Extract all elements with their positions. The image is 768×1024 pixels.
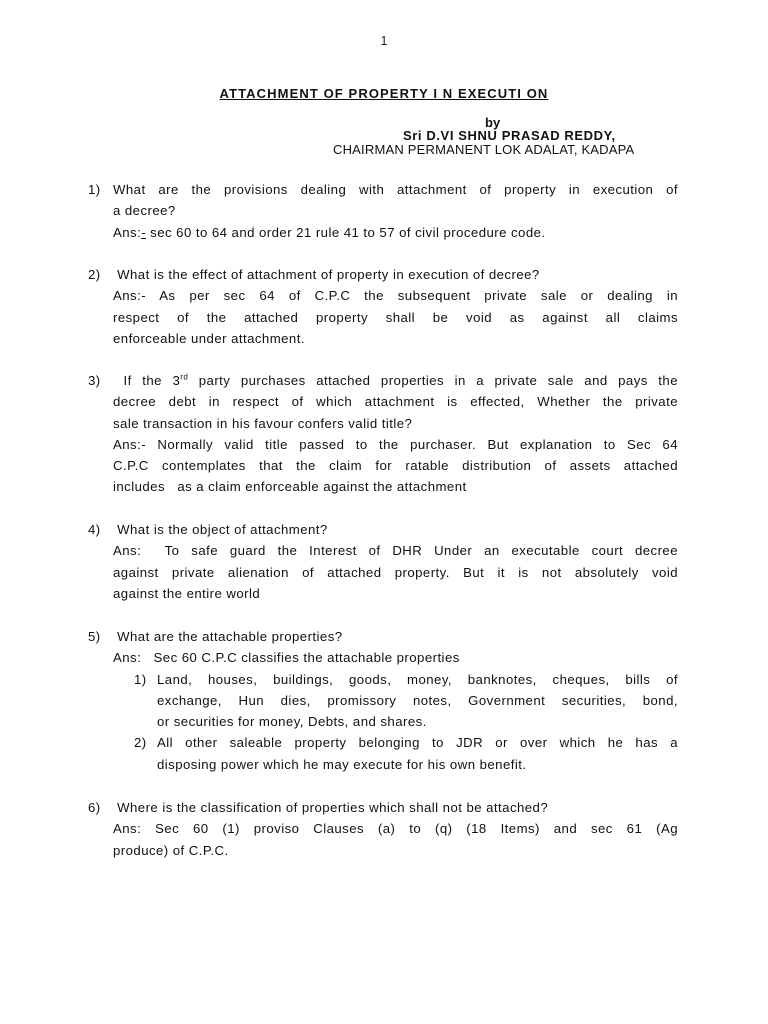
answer-label: Ans: bbox=[113, 821, 142, 837]
answer: Ans: Sec 60 (1) proviso Clauses (a) to (q) (18 Items) and sec 61 (Ag bbox=[113, 821, 678, 837]
answer-label: Ans:- bbox=[113, 436, 147, 452]
answer: against the entire world bbox=[113, 585, 261, 601]
qa-item-1 bbox=[88, 179, 678, 243]
answer-label: Ans: bbox=[113, 543, 142, 559]
list-item-number: 2) bbox=[134, 735, 147, 751]
question-number: 4) bbox=[88, 522, 101, 537]
question-number: 2) bbox=[88, 267, 101, 282]
answer: respect of the attached property shall be void as against all claims bbox=[113, 309, 678, 325]
answer: Ans:- Normally valid title passed to the purchaser. But explanation to Sec 64 bbox=[113, 436, 678, 452]
qa-item-5 bbox=[88, 626, 678, 775]
question-number: 6) bbox=[88, 800, 101, 815]
list-item-continuation: or securities for money, Debts, and shares. bbox=[157, 714, 427, 730]
list-item-continuation: exchange, Hun dies, promissory notes, Government securities, bond, bbox=[157, 692, 678, 708]
question: 2) What is the effect of attachment of property in execution of decree? bbox=[88, 264, 678, 285]
list-item-number: 1) bbox=[134, 671, 147, 687]
qa-item-6 bbox=[88, 797, 678, 861]
qa-item-4 bbox=[88, 519, 678, 604]
question-number: 1) bbox=[88, 182, 101, 197]
answer: against private alienation of attached property. But it is not absolutely void bbox=[113, 564, 678, 580]
list-item: 2) All other saleable property belonging to JDR or over which he has a bbox=[88, 732, 678, 753]
qa-item-3 bbox=[88, 370, 678, 498]
list-item-continuation: disposing power which he may execute for his own benefit. bbox=[157, 756, 527, 772]
answer: enforceable under attachment. bbox=[113, 330, 305, 346]
author-name: Sri D.VI SHNU PRASAD REDDY, bbox=[403, 128, 616, 143]
author-role: CHAIRMAN PERMANENT LOK ADALAT, KADAPA bbox=[333, 142, 635, 157]
qa-item-2 bbox=[88, 264, 678, 349]
question: 4) What is the object of attachment? bbox=[88, 519, 678, 540]
answer: Ans:- As per sec 64 of C.P.C the subsequent private sale or dealing in bbox=[113, 288, 678, 304]
question: 6) Where is the classification of properties which shall not be attached? bbox=[88, 797, 678, 818]
answer-label: Ans: bbox=[113, 224, 142, 240]
document-title: ATTACHMENT OF PROPERTY I N EXECUTI ON bbox=[219, 86, 549, 101]
question: a decree? bbox=[113, 203, 176, 219]
answer: includes as a claim enforceable against the attachment bbox=[113, 479, 467, 495]
answer: Ans: To safe guard the Interest of DHR Under an executable court decree bbox=[113, 543, 678, 559]
question: 3) If the 3rd party purchases attached properties in a private sale and pays the bbox=[88, 370, 678, 391]
answer: Ans: Sec 60 C.P.C classifies the attachable properties bbox=[113, 650, 460, 666]
question: 1) What are the provisions dealing with attachment of property in execution of bbox=[88, 179, 678, 200]
page-number: 1 bbox=[380, 34, 388, 48]
byline-by: by bbox=[485, 115, 501, 130]
question-number: 5) bbox=[88, 629, 101, 644]
answer-label: Ans: bbox=[113, 650, 142, 666]
question: decree debt in respect of which attachment is effected, Whether the private bbox=[113, 394, 678, 410]
question: sale transaction in his favour confers valid title? bbox=[113, 415, 413, 431]
question: 5) What are the attachable properties? bbox=[88, 626, 678, 647]
answer: produce) of C.P.C. bbox=[113, 842, 229, 858]
answer: Ans:- sec 60 to 64 and order 21 rule 41 to 57 of civil procedure code. bbox=[113, 224, 546, 240]
answer: C.P.C contemplates that the claim for ratable distribution of assets attached bbox=[113, 458, 678, 474]
list-item: 1) Land, houses, buildings, goods, money, banknotes, cheques, bills of bbox=[88, 669, 678, 690]
answer-label: Ans:- bbox=[113, 288, 147, 304]
question-number: 3) bbox=[88, 373, 101, 388]
